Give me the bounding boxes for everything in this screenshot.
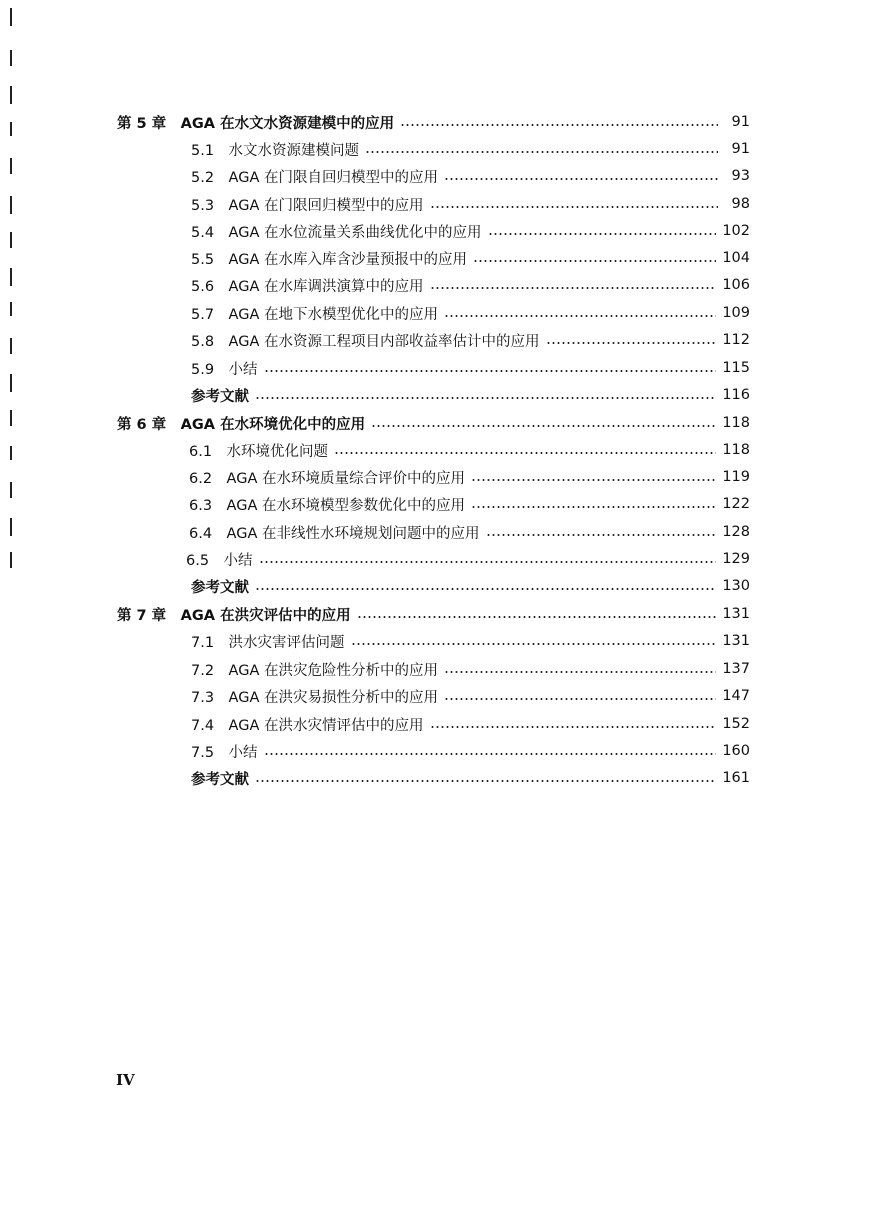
toc-entry-references[interactable] [191, 573, 750, 599]
toc-entry-label: 5.5 AGA 在水库入库含沙量预报中的应用 [191, 251, 467, 268]
toc-entry-references[interactable] [191, 382, 750, 408]
toc-entry-label: 5.1 水文水资源建模问题 [191, 142, 360, 159]
toc-entry-label: 参考文献 [191, 388, 249, 405]
toc-entry-label: 7.1 洪水灾害评估问题 [191, 634, 345, 651]
toc-entry[interactable] [189, 464, 750, 490]
toc-entry[interactable] [191, 136, 750, 162]
toc-entry-label: 6.2 AGA 在水环境质量综合评价中的应用 [189, 470, 465, 487]
toc-entry[interactable] [186, 546, 750, 572]
toc-entry-label: 5.4 AGA 在水位流量关系曲线优化中的应用 [191, 224, 482, 241]
toc-leader-dots [264, 370, 717, 372]
toc-entry-label: 7.2 AGA 在洪灾危险性分析中的应用 [191, 662, 438, 679]
toc-entry[interactable] [191, 191, 750, 217]
toc-entry[interactable] [191, 711, 750, 737]
toc-entry-page: 104 [722, 250, 750, 266]
toc-entry-label: 7.4 AGA 在洪水灾情评估中的应用 [191, 717, 424, 734]
toc-entry-page: 131 [722, 633, 750, 649]
toc-entry-label: 第 7 章 AGA 在洪灾评估中的应用 [117, 607, 351, 624]
toc-entry[interactable] [189, 519, 750, 545]
toc-entry-label: 6.1 水环境优化问题 [189, 443, 329, 460]
toc-entry[interactable] [191, 628, 750, 654]
toc-leader-dots [486, 534, 717, 536]
toc-entry[interactable] [191, 218, 750, 244]
toc-entry-label: 7.3 AGA 在洪灾易损性分析中的应用 [191, 689, 438, 706]
toc-leader-dots [444, 671, 716, 673]
toc-entry-page: 93 [731, 168, 750, 184]
toc-entry-page: 112 [722, 332, 750, 348]
toc-entry[interactable] [117, 601, 750, 627]
toc-entry-label: 参考文献 [191, 579, 249, 596]
toc-entry-label: 6.3 AGA 在水环境模型参数优化中的应用 [189, 497, 465, 514]
toc-leader-dots [264, 753, 717, 755]
toc-entry-page: 131 [722, 606, 750, 622]
toc-leader-dots [259, 561, 717, 563]
toc-entry-page: 98 [731, 196, 750, 212]
toc-entry-page: 91 [731, 114, 750, 130]
toc-leader-dots [471, 479, 716, 481]
toc-leader-dots [444, 178, 718, 180]
toc-leader-dots [357, 616, 717, 618]
toc-entry-label: 7.5 小结 [191, 744, 258, 761]
toc-entry-label: 6.4 AGA 在非线性水环境规划问题中的应用 [189, 525, 480, 542]
toc-leader-dots [444, 698, 716, 700]
toc-entry-page: 137 [722, 661, 750, 677]
toc-entry-page: 122 [722, 496, 750, 512]
toc-entry-label: 6.5 小结 [186, 552, 253, 569]
toc-entry[interactable] [117, 109, 750, 135]
toc-entry[interactable] [191, 272, 750, 298]
toc-entry-page: 116 [722, 387, 750, 403]
toc-leader-dots [351, 643, 717, 645]
toc-entry-page: 119 [722, 469, 750, 485]
toc-leader-dots [255, 397, 716, 399]
page-folio: IV [116, 1071, 135, 1089]
toc-entry-page: 106 [722, 277, 750, 293]
toc-entry[interactable] [189, 491, 750, 517]
toc-leader-dots [430, 287, 717, 289]
toc-entry-label: 5.2 AGA 在门限自回归模型中的应用 [191, 169, 438, 186]
toc-entry[interactable] [191, 163, 750, 189]
toc-entry[interactable] [117, 410, 750, 436]
toc-leader-dots [365, 151, 718, 153]
toc-entry-label: 5.9 小结 [191, 361, 258, 378]
toc-entry-label: 5.8 AGA 在水资源工程项目内部收益率估计中的应用 [191, 333, 540, 350]
toc-entry-page: 91 [731, 141, 750, 157]
toc-entry-page: 128 [722, 524, 750, 540]
toc-leader-dots [444, 315, 716, 317]
toc-entry-page: 152 [722, 716, 750, 732]
toc-leader-dots [334, 452, 716, 454]
toc-entry-label: 5.3 AGA 在门限回归模型中的应用 [191, 197, 424, 214]
toc-leader-dots [255, 588, 716, 590]
toc-entry-page: 109 [722, 305, 750, 321]
toc-leader-dots [255, 780, 716, 782]
toc-entry-page: 161 [722, 770, 750, 786]
toc-leader-dots [400, 124, 718, 126]
toc-entry-page: 102 [722, 223, 750, 239]
toc-entry[interactable] [191, 300, 750, 326]
toc-leader-dots [430, 206, 719, 208]
toc-leader-dots [430, 726, 717, 728]
toc-entry-label: 5.7 AGA 在地下水模型优化中的应用 [191, 306, 438, 323]
toc-entry-references[interactable] [191, 765, 750, 791]
toc-entry[interactable] [191, 245, 750, 271]
toc-entry-label: 参考文献 [191, 771, 249, 788]
toc-leader-dots [371, 425, 716, 427]
toc-entry-label: 第 5 章 AGA 在水文水资源建模中的应用 [117, 115, 395, 132]
toc-leader-dots [471, 506, 716, 508]
toc-entry[interactable] [191, 327, 750, 353]
toc-entry-page: 118 [722, 415, 750, 431]
toc-entry-page: 160 [722, 743, 750, 759]
toc-entry[interactable] [191, 656, 750, 682]
toc-entry-page: 130 [722, 578, 750, 594]
toc-leader-dots [473, 260, 716, 262]
toc-entry-page: 118 [722, 442, 750, 458]
toc-entry-page: 129 [722, 551, 750, 567]
toc-entry-page: 115 [722, 360, 750, 376]
toc-entry[interactable] [191, 355, 750, 381]
toc-entry[interactable] [189, 437, 750, 463]
toc-leader-dots [488, 233, 717, 235]
toc-entry[interactable] [191, 738, 750, 764]
toc-entry-label: 第 6 章 AGA 在水环境优化中的应用 [117, 416, 366, 433]
toc-entry[interactable] [191, 683, 750, 709]
toc-entry-label: 5.6 AGA 在水库调洪演算中的应用 [191, 278, 424, 295]
toc-leader-dots [546, 342, 717, 344]
toc-entry-page: 147 [722, 688, 750, 704]
